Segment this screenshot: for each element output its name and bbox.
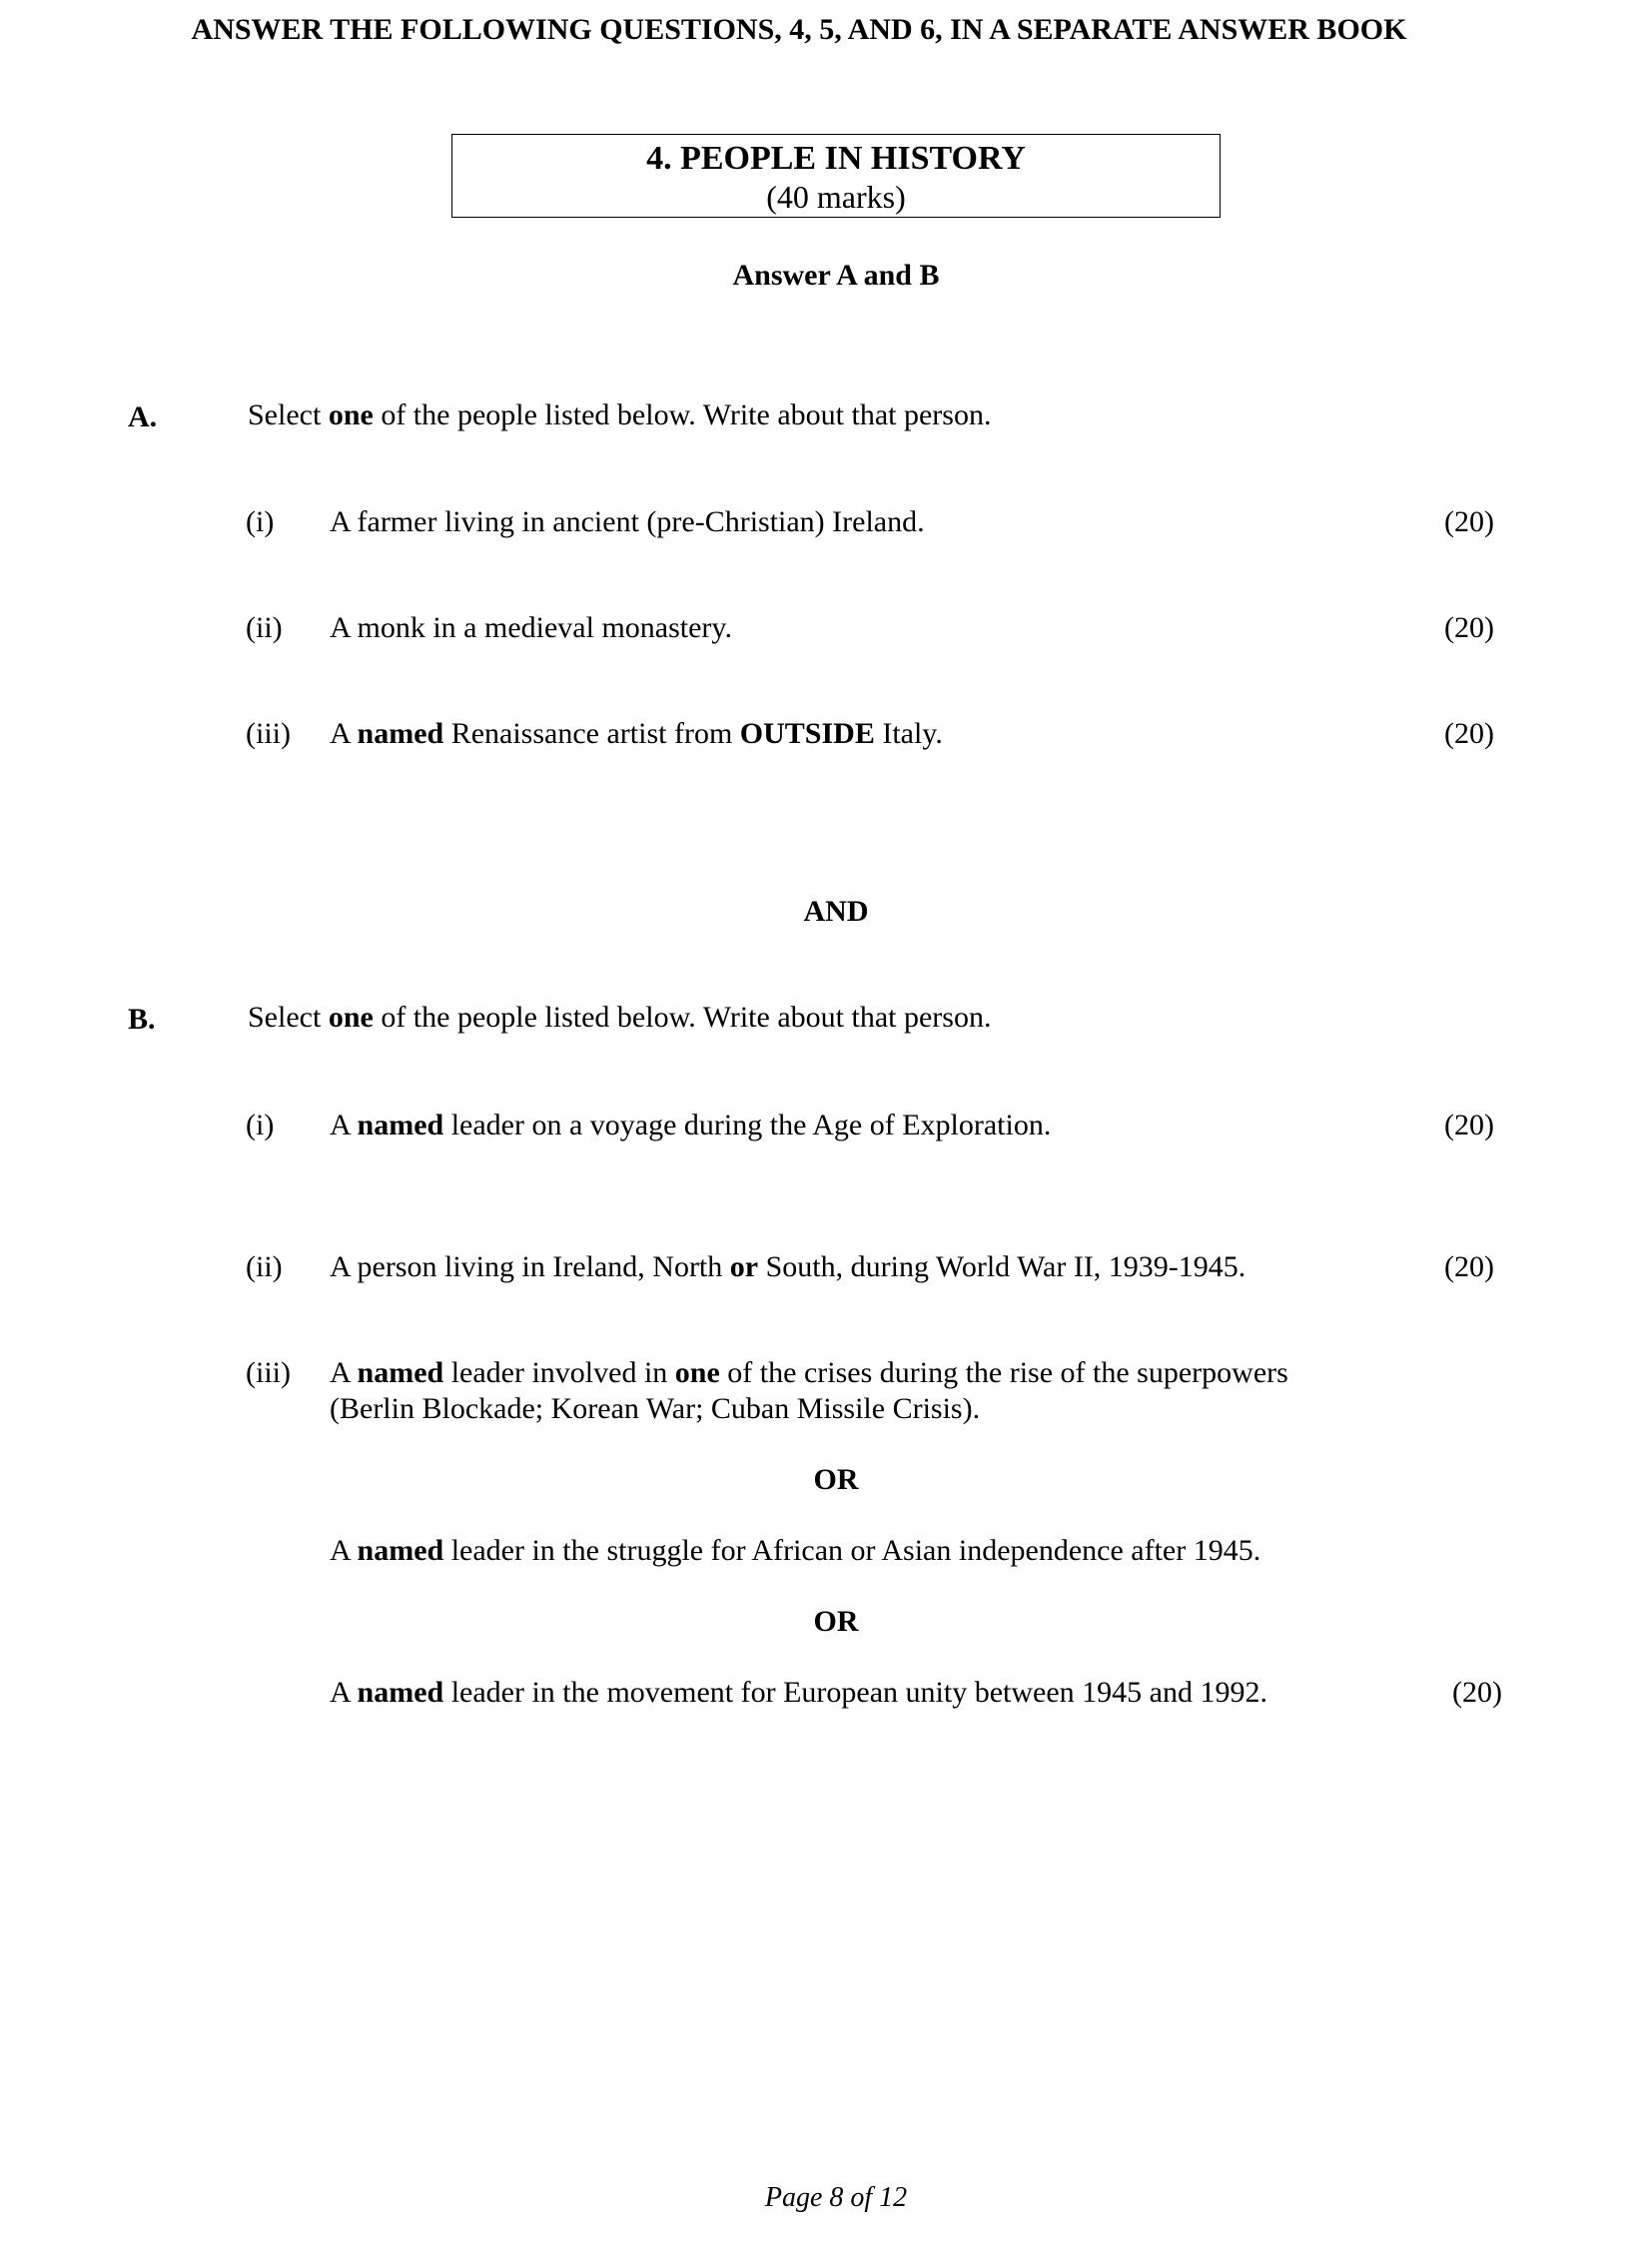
section-b-item-marks: (20) — [1444, 1250, 1494, 1283]
answer-instruction: Answer A and B — [732, 259, 940, 292]
page-number: Page 8 of 12 — [764, 2182, 908, 2213]
section-a-item-marks: (20) — [1444, 505, 1494, 538]
section-a-letter: A. — [128, 400, 158, 433]
section-a-item-marks: (20) — [1444, 717, 1494, 750]
section-b-item-number: (iii) — [246, 1356, 291, 1389]
or-separator: OR — [813, 1463, 859, 1496]
section-a-item-number: (i) — [246, 505, 275, 538]
section-b-item-alternative: A named leader in the struggle for African or Asian independence after 1945. — [330, 1534, 1261, 1567]
section-b-intro: Select one of the people listed below. Write about that person. — [248, 1001, 992, 1034]
section-a-item-text: A monk in a medieval monastery. — [330, 611, 732, 644]
section-b-item-text: A person living in Ireland, North or South, during World War II, 1939-1945. — [330, 1250, 1246, 1283]
question-title-box — [451, 134, 1221, 218]
question-total-marks: (40 marks) — [766, 179, 906, 215]
section-b-item-marks: (20) — [1452, 1676, 1502, 1709]
section-b-item-text: A named leader involved in one of the crises during the rise of the superpowers — [330, 1356, 1288, 1389]
section-b-item-marks: (20) — [1444, 1109, 1494, 1141]
section-a-intro: Select one of the people listed below. Write about that person. — [248, 398, 992, 431]
section-b-item-alternative: A named leader in the movement for European unity between 1945 and 1992. — [330, 1676, 1267, 1709]
and-separator: AND — [803, 895, 869, 928]
or-separator: OR — [813, 1605, 859, 1638]
section-a-item-text: A named Renaissance artist from OUTSIDE Italy. — [330, 717, 943, 750]
section-a-item-number: (iii) — [246, 717, 291, 750]
section-a-item-number: (ii) — [246, 611, 283, 644]
section-b-item-number: (i) — [246, 1109, 275, 1141]
question-title: 4. PEOPLE IN HISTORY — [646, 140, 1026, 177]
section-b-item-text-continued: (Berlin Blockade; Korean War; Cuban Missile Crisis). — [330, 1392, 981, 1425]
section-b-item-number: (ii) — [246, 1250, 283, 1283]
section-b-item-text: A named leader on a voyage during the Age of Exploration. — [330, 1109, 1052, 1141]
exam-instruction-heading: ANSWER THE FOLLOWING QUESTIONS, 4, 5, AND 6, IN A SEPARATE ANSWER BOOK — [191, 13, 1407, 46]
section-a-item-text: A farmer living in ancient (pre-Christian) Ireland. — [330, 505, 925, 538]
section-a-item-marks: (20) — [1444, 611, 1494, 644]
section-b-letter: B. — [128, 1003, 156, 1036]
